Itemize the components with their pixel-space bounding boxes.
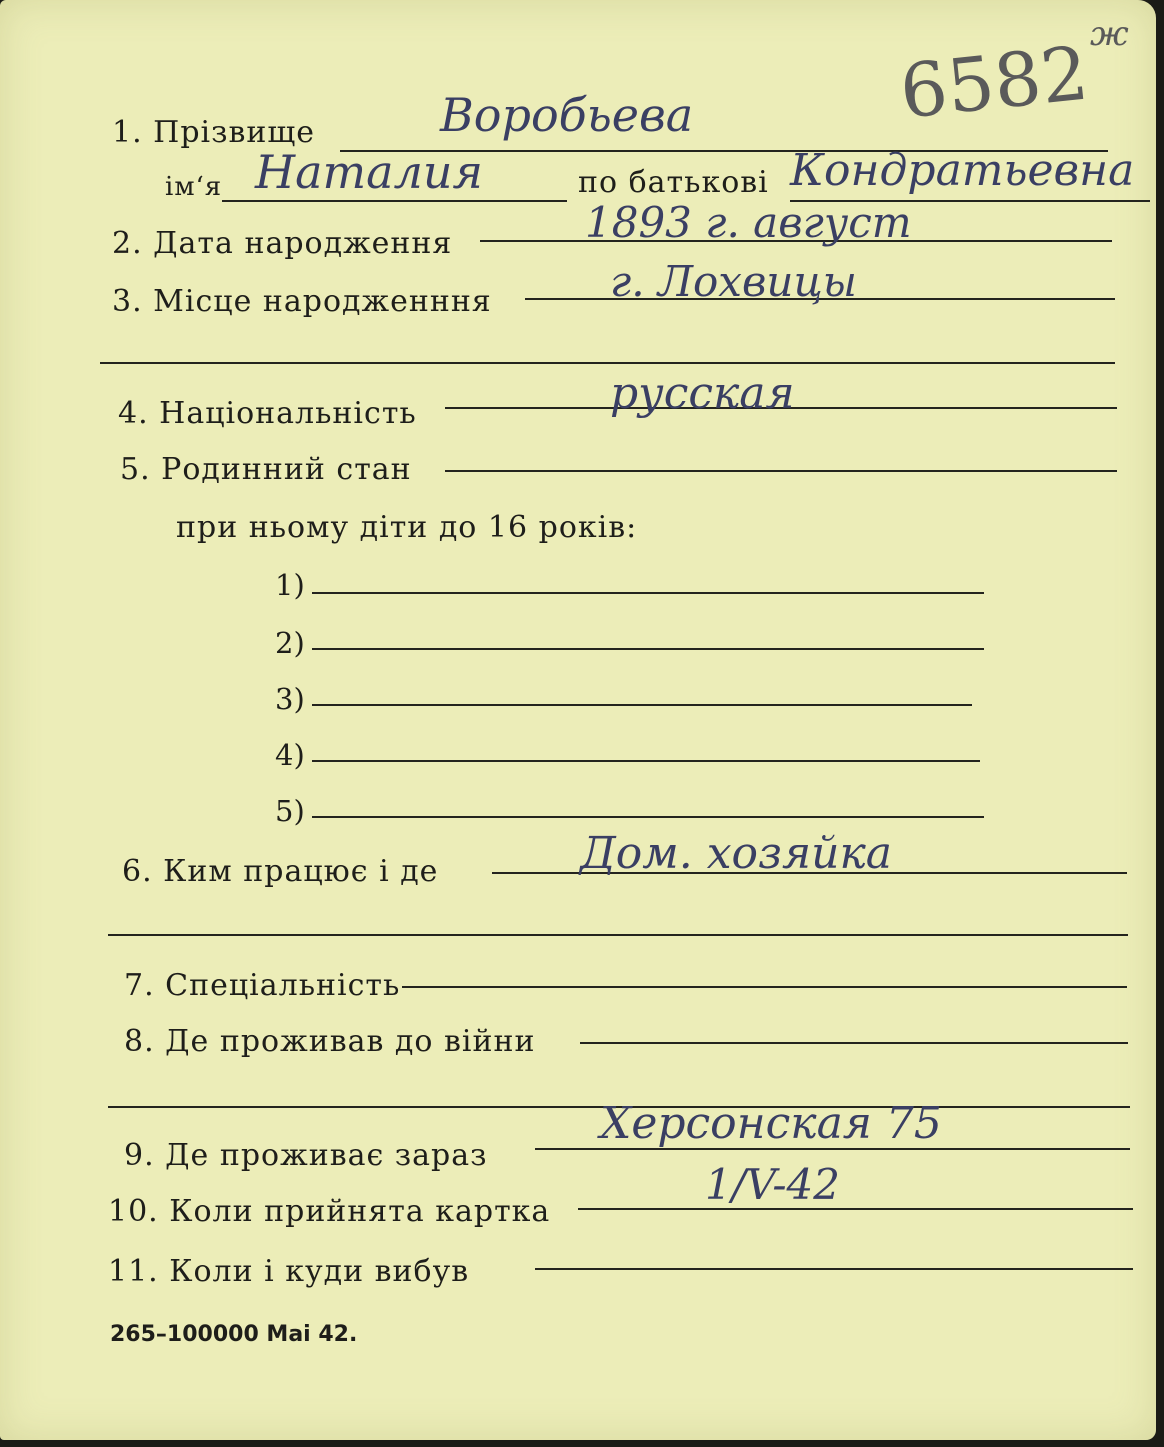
departure-label: 11. Коли і куди вибув [108,1254,470,1289]
card-number: 6582 [896,30,1093,136]
birth-date-label: 2. Дата народження [112,226,453,261]
specialty-line [402,986,1127,988]
child-line-2 [312,648,984,650]
current-residence-label: 9. Де проживає зараз [124,1138,488,1173]
child-line-1 [312,592,984,594]
prewar-residence-line [580,1042,1128,1044]
print-code: 265–100000 Mai 42. [110,1322,358,1347]
departure-line [535,1268,1133,1270]
marital-status-label: 5. Родинний стан [120,452,412,487]
prewar-residence-label: 8. Де проживав до війни [124,1024,536,1059]
birth-date-value: 1893 г. август [585,198,912,247]
card-accepted-value: 1/V-42 [705,1160,840,1209]
card-accepted-label: 10. Коли прийнята картка [108,1194,551,1229]
occupation-value: Дом. хозяйка [580,828,892,879]
card-accepted-line [578,1208,1133,1210]
surname-value: Воробьева [440,88,694,142]
patronymic-label: по батькові [578,165,769,200]
child-number-1: 1) [275,568,305,602]
child-line-4 [312,760,980,762]
surname-label: 1. Прізвище [112,115,316,150]
child-number-2: 2) [275,626,305,660]
birth-place-label: 3. Місце народженння [112,284,492,319]
nationality-label: 4. Національність [118,396,417,431]
child-line-5 [312,816,984,818]
current-residence-value: Херсонская 75 [600,1098,942,1149]
specialty-label: 7. Спеціальність [124,968,401,1003]
occupation-line-2 [108,934,1128,936]
name-label: ім‘я [165,172,223,202]
child-line-3 [312,704,972,706]
child-number-5: 5) [275,794,305,828]
occupation-label: 6. Ким працює і де [122,854,439,889]
name-value: Наталия [255,145,483,199]
birth-place-line-2 [100,362,1115,364]
card-number-suffix: ж [1090,14,1129,54]
child-number-4: 4) [275,738,305,772]
marital-status-line [445,470,1117,472]
children-label: при ньому діти до 16 років: [176,510,638,545]
name-line [222,200,567,202]
child-number-3: 3) [275,682,305,716]
nationality-value: русская [610,368,795,419]
birth-place-value: г. Лохвицы [610,257,857,306]
patronymic-value: Кондратьевна [790,145,1135,196]
